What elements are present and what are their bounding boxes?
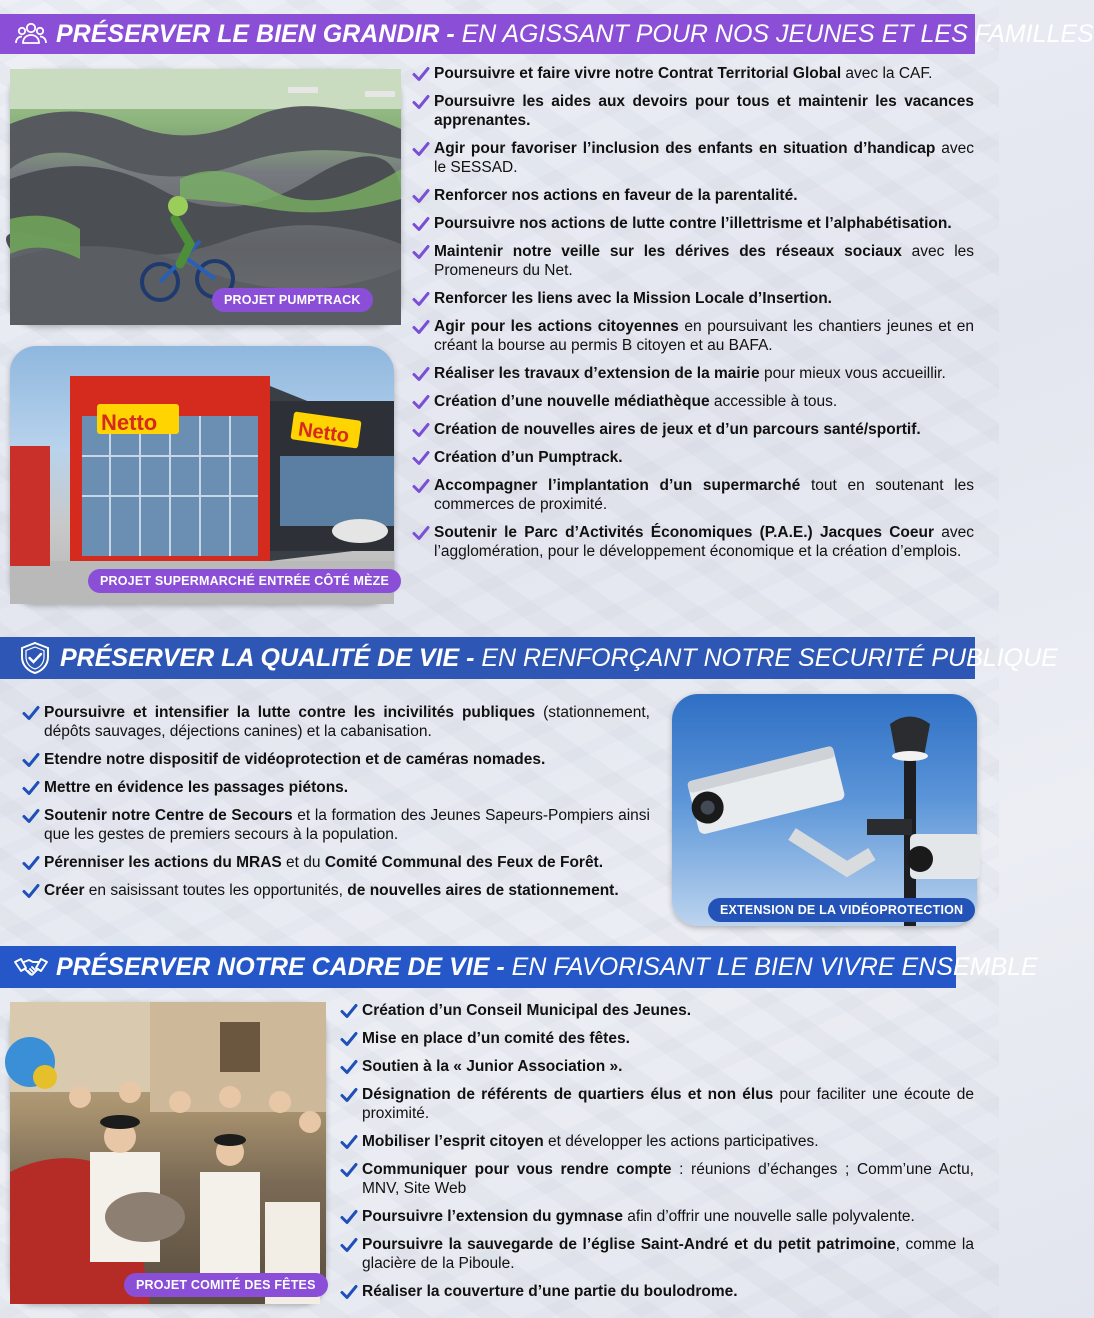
item-bold-text: Désignation de référents de quartiers élus et non élus	[362, 1086, 774, 1103]
list-item	[412, 364, 974, 383]
item-text: pour faciliter une écoute de proximité.	[362, 1086, 974, 1122]
checkmark-icon	[412, 65, 430, 83]
checkmark-icon	[412, 477, 430, 495]
checkmark-icon	[412, 215, 430, 233]
item-text: et développer les actions participatives.	[543, 1133, 819, 1150]
checkmark-icon	[340, 1086, 358, 1104]
list-item	[412, 523, 974, 561]
item-text: pour mieux vous accueillir.	[759, 365, 946, 382]
list-item	[22, 853, 650, 872]
handshake-icon	[14, 950, 48, 984]
item-text: , comme la glacière de la Piboule.	[362, 1236, 974, 1272]
list-item	[340, 1235, 974, 1273]
section-title-subtitle: EN AGISSANT POUR NOS JEUNES ET LES FAMILLES	[461, 19, 1094, 48]
item-text: en poursuivant les chantiers jeunes et en créant la bourse au permis B citoyen et au BAFA.	[434, 318, 974, 354]
checkmark-icon	[22, 779, 40, 797]
section-title-subtitle: EN RENFORÇANT NOTRE SECURITÉ PUBLIQUE	[481, 643, 1058, 672]
checkmark-icon	[340, 1161, 358, 1179]
cadre-de-vie-list	[340, 1001, 974, 1310]
item-bold-text: Poursuivre et faire vivre notre Contrat Territorial Global	[434, 65, 842, 82]
checkmark-icon	[412, 421, 430, 439]
item-bold-text: Mettre en évidence les passages piétons.	[44, 779, 349, 796]
item-bold-text: Agir pour favoriser l’inclusion des enfants en situation d’handicap	[434, 140, 936, 157]
item-bold-text: Création de nouvelles aires de jeux et d’un parcours santé/sportif.	[434, 421, 921, 438]
item-bold-text: Poursuivre et intensifier la lutte contre les incivilités publiques	[44, 704, 536, 721]
list-item	[412, 420, 974, 439]
checkmark-icon	[340, 1030, 358, 1048]
cctv-illustration	[672, 694, 977, 926]
supermarket-illustration	[10, 346, 394, 604]
item-bold-text: Maintenir notre veille sur les dérives des réseaux sociaux	[434, 243, 902, 260]
item-text: afin d’offrir une nouvelle salle polyvalente.	[623, 1208, 915, 1225]
festival-photo	[10, 1002, 326, 1304]
list-item	[340, 1001, 974, 1020]
list-item	[22, 778, 650, 797]
item-text: tout en soutenant les commerces de proximité.	[434, 477, 975, 513]
section-title-bold: PRÉSERVER LE BIEN GRANDIR -	[56, 19, 455, 48]
item-bold-text-2: Comité Communal des Feux de Forêt.	[324, 854, 604, 871]
item-bold-text: Poursuivre l’extension du gymnase	[362, 1208, 623, 1225]
item-bold-text-2: de nouvelles aires de stationnement.	[347, 882, 619, 899]
item-bold-text: Soutenir notre Centre de Secours	[44, 807, 293, 824]
list-item	[22, 750, 650, 769]
item-text: avec la CAF.	[841, 65, 933, 82]
store-sign-main: Netto	[101, 410, 158, 435]
item-bold-text: Soutien à la « Junior Association ».	[362, 1058, 623, 1075]
item-bold-text: Poursuivre les aides aux devoirs pour tous et maintenir les vacances apprenantes.	[434, 93, 974, 129]
list-item	[412, 242, 974, 280]
item-bold-text: Mobiliser l’esprit citoyen	[362, 1133, 544, 1150]
photo-tag-comite-des-fetes: PROJET COMITÉ DES FÊTES	[124, 1273, 328, 1297]
checkmark-icon	[412, 243, 430, 261]
item-bold-text: Soutenir le Parc d’Activités Économiques (P.A.E.) Jacques Coeur	[434, 524, 935, 541]
list-item	[22, 703, 650, 741]
checkmark-icon	[22, 807, 40, 825]
item-bold-text: Etendre notre dispositif de vidéoprotection et de caméras nomades.	[44, 751, 546, 768]
supermarket-photo	[10, 346, 394, 604]
item-text: avec les Promeneurs du Net.	[434, 243, 975, 279]
bien-grandir-list	[412, 64, 974, 570]
cctv-photo	[672, 694, 977, 926]
item-bold-text: Renforcer nos actions en faveur de la parentalité.	[434, 187, 798, 204]
item-bold-text: Poursuivre nos actions de lutte contre l’illettrisme et l’alphabétisation.	[434, 215, 952, 232]
item-bold-text: Renforcer les liens avec la Mission Locale d’Insertion.	[434, 290, 832, 307]
checkmark-icon	[412, 187, 430, 205]
list-item	[340, 1282, 974, 1301]
photo-tag-supermarche: PROJET SUPERMARCHÉ ENTRÉE CÔTÉ MÈZE	[88, 569, 401, 593]
festival-illustration	[10, 1002, 326, 1304]
checkmark-icon	[412, 93, 430, 111]
checkmark-icon	[340, 1133, 358, 1151]
list-item	[412, 476, 974, 514]
list-item	[412, 92, 974, 130]
list-item	[412, 289, 974, 308]
item-text: et du	[281, 854, 325, 871]
item-bold-text: Pérenniser les actions du MRAS	[44, 854, 282, 871]
list-item	[340, 1160, 974, 1198]
photo-tag-pumptrack: PROJET PUMPTRACK	[212, 288, 373, 312]
checkmark-icon	[340, 1208, 358, 1226]
section-title-subtitle: EN FAVORISANT LE BIEN VIVRE ENSEMBLE	[511, 952, 1038, 981]
item-text: : réunions d’échanges ; Comm’une Actu, MNV, Site Web	[362, 1161, 974, 1197]
list-item	[340, 1132, 974, 1151]
store-sign-side: Netto	[296, 418, 351, 448]
item-text: avec l’agglomération, pour le développement économique et la création d’emplois.	[434, 524, 974, 560]
list-item	[340, 1085, 974, 1123]
list-item	[340, 1029, 974, 1048]
checkmark-icon	[412, 449, 430, 467]
list-item	[340, 1057, 974, 1076]
list-item	[340, 1207, 974, 1226]
checkmark-icon	[412, 365, 430, 383]
section-banner-cadre-de-vie	[0, 946, 1038, 988]
item-bold-text: Création d’une nouvelle médiathèque	[434, 393, 710, 410]
item-bold-text: Réaliser les travaux d’extension de la mairie	[434, 365, 760, 382]
list-item	[412, 214, 974, 233]
people-group-icon	[14, 17, 48, 51]
item-text: (stationnement, dépôts sauvages, déjections canines) et la cabanisation.	[44, 704, 650, 740]
section-banner-bien-grandir	[0, 14, 1094, 54]
item-bold-text: Création d’un Pumptrack.	[434, 449, 623, 466]
checkmark-icon	[412, 290, 430, 308]
item-bold-text: Réaliser la couverture d’une partie du boulodrome.	[362, 1283, 738, 1300]
list-item	[22, 881, 650, 900]
item-text: en saisissant toutes les opportunités,	[84, 882, 348, 899]
checkmark-icon	[340, 1002, 358, 1020]
list-item	[412, 448, 974, 467]
item-text: avec le SESSAD.	[434, 140, 974, 176]
shield-check-icon	[18, 641, 52, 675]
checkmark-icon	[340, 1236, 358, 1254]
list-item	[412, 186, 974, 205]
qualite-de-vie-list	[22, 703, 650, 909]
list-item	[412, 392, 974, 411]
checkmark-icon	[22, 882, 40, 900]
list-item	[22, 806, 650, 844]
checkmark-icon	[412, 140, 430, 158]
checkmark-icon	[340, 1283, 358, 1301]
photo-tag-videoprotection: EXTENSION DE LA VIDÉOPROTECTION	[708, 898, 975, 922]
list-item	[412, 139, 974, 177]
list-item	[412, 317, 974, 355]
checkmark-icon	[22, 704, 40, 722]
item-bold-text: Accompagner l’implantation d’un supermarché	[434, 477, 801, 494]
checkmark-icon	[22, 854, 40, 872]
item-bold-text: Créer	[44, 882, 85, 899]
item-bold-text: Agir pour les actions citoyennes	[434, 318, 679, 335]
checkmark-icon	[412, 393, 430, 411]
section-title-bold: PRÉSERVER LA QUALITÉ DE VIE -	[60, 643, 475, 672]
item-bold-text: Communiquer pour vous rendre compte	[362, 1161, 672, 1178]
item-bold-text: Mise en place d’un comité des fêtes.	[362, 1030, 630, 1047]
item-bold-text: Poursuivre la sauvegarde de l’église Saint-André et du petit patrimoine	[362, 1236, 896, 1253]
checkmark-icon	[340, 1058, 358, 1076]
pumptrack-photo	[10, 69, 401, 325]
checkmark-icon	[412, 524, 430, 542]
section-banner-qualite-de-vie	[0, 637, 1058, 679]
item-text: accessible à tous.	[709, 393, 838, 410]
checkmark-icon	[412, 318, 430, 336]
item-text: et la formation des Jeunes Sapeurs-Pompiers ainsi que les gestes de premiers secours à la population.	[44, 807, 650, 843]
pumptrack-illustration	[10, 69, 401, 325]
checkmark-icon	[22, 751, 40, 769]
item-bold-text: Création d’un Conseil Municipal des Jeunes.	[362, 1002, 692, 1019]
list-item	[412, 64, 974, 83]
section-title-bold: PRÉSERVER NOTRE CADRE DE VIE -	[56, 952, 505, 981]
